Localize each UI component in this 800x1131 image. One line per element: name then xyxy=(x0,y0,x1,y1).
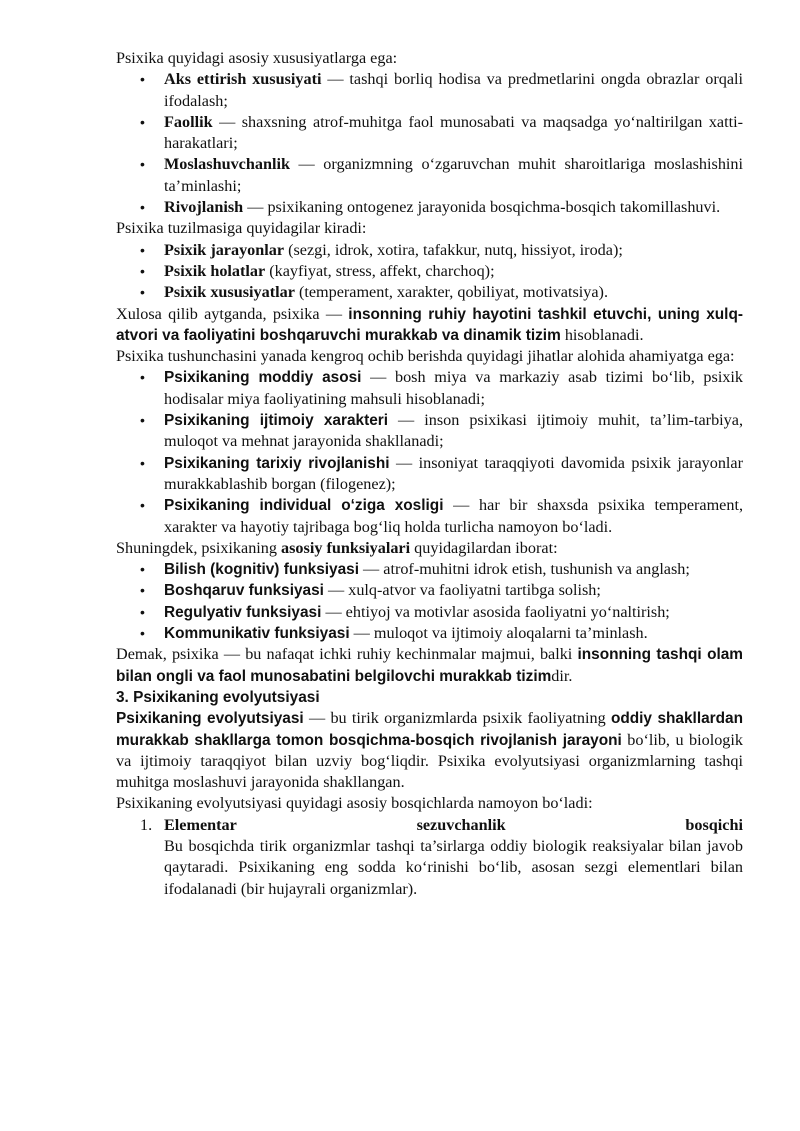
aspects-list xyxy=(116,367,743,537)
list-item: • Moslashuvchanlik — organizmning o‘zgaruvchan muhit sharoitlariga moslashishini ta’minlashi; xyxy=(116,154,743,197)
term: Rivojlanish xyxy=(164,198,244,217)
list-item: • Psixikaning individual o‘ziga xosligi — har bir shaxsda psixika temperament, xarakter va hayotiy tajribaga bog‘liq holda turlicha namoyon bo‘ladi. xyxy=(116,495,743,538)
list-item: • Psixikaning moddiy asosi — bosh miya va markaziy asab tizimi bo‘lib, psixik hodisalar miya faoliyatining mahsuli hisoblanadi; xyxy=(116,367,743,410)
term: Aks ettirish xususiyati xyxy=(164,70,322,89)
intro-properties: Psixika quyidagi asosiy xususiyatlarga ega: xyxy=(116,49,398,67)
section-heading: 3. Psixikaning evolyutsiyasi xyxy=(116,688,320,706)
term: Faollik xyxy=(164,112,213,131)
structure-list xyxy=(116,240,743,304)
list-item: • Psixik xususiyatlar (temperament, xarakter, qobiliyat, motivatsiya). xyxy=(116,282,743,303)
term: Psixikaning moddiy asosi xyxy=(164,369,362,387)
stage-description: Bu bosqichda tirik organizmlar tashqi ta’sirlarga oddiy biologik reaksiyalar bilan javob qaytaradi. Psixikaning eng sodda ko‘rinishi bo‘lib, asosan sezgi elementlari bilan ifodalanadi (bir hujayrali organizmlar). xyxy=(164,836,743,898)
document-page xyxy=(116,48,743,900)
term: Psixik holatlar xyxy=(164,261,266,280)
list-item: • Kommunikativ funksiyasi — muloqot va ijtimoiy aloqalarni ta’minlash. xyxy=(116,623,743,644)
features-list xyxy=(116,69,743,218)
list-item: • Aks ettirish xususiyati — tashqi borliq hodisa va predmetlarini ongda obrazlar orqali ifodalash; xyxy=(116,69,743,112)
term: Boshqaruv funksiyasi xyxy=(164,582,324,600)
intro-aspects: Psixika tushunchasini yanada kengroq ochib berishda quyidagi jihatlar alohida ahamiyatga ega: xyxy=(116,347,735,366)
intro-stages: Psixikaning evolyutsiyasi quyidagi asosiy bosqichlarda namoyon bo‘ladi: xyxy=(116,794,593,813)
intro-functions: Shuningdek, psixikaning asosiy funksiyalari quyidagilardan iborat: xyxy=(116,538,558,557)
stage-title: Elementar sezuvchanlik bosqichi xyxy=(164,815,743,834)
term: Bilish (kognitiv) funksiyasi xyxy=(164,561,359,579)
stages-list xyxy=(116,815,743,900)
list-item: • Boshqaruv funksiyasi — xulq-atvor va faoliyatni tartibga solish; xyxy=(116,580,743,601)
term: Psixikaning individual o‘ziga xosligi xyxy=(164,497,444,515)
term: Psixik xususiyatlar xyxy=(164,283,295,302)
list-item xyxy=(116,815,743,900)
intro-structure: Psixika tuzilmasiga quyidagilar kiradi: xyxy=(116,219,367,238)
list-number: 1. xyxy=(140,815,153,834)
term: Psixikaning tarixiy rivojlanishi xyxy=(164,454,390,472)
list-item: • Psixikaning ijtimoiy xarakteri — inson psixikasi ijtimoiy muhit, ta’lim-tarbiya, muloqot va mehnat jarayonida shakllanadi; xyxy=(116,410,743,453)
list-item: • Rivojlanish — psixikaning ontogenez jarayonida bosqichma-bosqich takomillashuvi. xyxy=(116,197,743,218)
list-item: • Bilish (kognitiv) funksiyasi — atrof-muhitni idrok etish, tushunish va anglash; xyxy=(116,559,743,580)
term: Psixik jarayonlar xyxy=(164,240,285,259)
list-item: • Regulyativ funksiyasi — ehtiyoj va motivlar asosida faoliyatni yo‘naltirish; xyxy=(116,602,743,623)
evolution-paragraph: Psixikaning evolyutsiyasi — bu tirik organizmlarda psixik faoliyatning oddiy shakllardan murakkab shakllarga tomon bosqichma-bosqich rivojlanish jarayoni bo‘lib, u biologik va ijtimoiy taraqqiyot bilan uzviy bog‘liqdir. Psixika evolyutsiyasi organizmlarning tashqi muhitga moslashuvi jarayonida shakllangan. xyxy=(116,709,744,792)
list-item: • Psixikaning tarixiy rivojlanishi — insoniyat taraqqiyoti davomida psixik jarayonlar murakkablashib borgan (filogenez); xyxy=(116,453,743,496)
list-item: • Psixik holatlar (kayfiyat, stress, affekt, charchoq); xyxy=(116,261,743,282)
term: Kommunikativ funksiyasi xyxy=(164,625,350,643)
term: Psixikaning ijtimoiy xarakteri xyxy=(164,412,389,430)
conclusion-paragraph: Xulosa qilib aytganda, psixika — insonning ruhiy hayotini tashkil etuvchi, uning xulq-atvori va faoliyatini boshqaruvchi murakkab va dinamik tizim hisoblanadi. xyxy=(116,304,743,344)
list-item: • Psixik jarayonlar (sezgi, idrok, xotira, tafakkur, nutq, hissiyot, iroda); xyxy=(116,240,743,261)
functions-list xyxy=(116,559,743,644)
list-item: • Faollik — shaxsning atrof-muhitga faol munosabati va maqsadga yo‘naltirilgan xatti-harakatlari; xyxy=(116,112,743,155)
term: Moslashuvchanlik xyxy=(164,155,290,174)
conclusion-paragraph: Demak, psixika — bu nafaqat ichki ruhiy kechinmalar majmui, balki insonning tashqi olam bilan ongli va faol munosabatini belgilovchi murakkab tizimdir. xyxy=(116,645,743,685)
term: Regulyativ funksiyasi xyxy=(164,603,322,621)
